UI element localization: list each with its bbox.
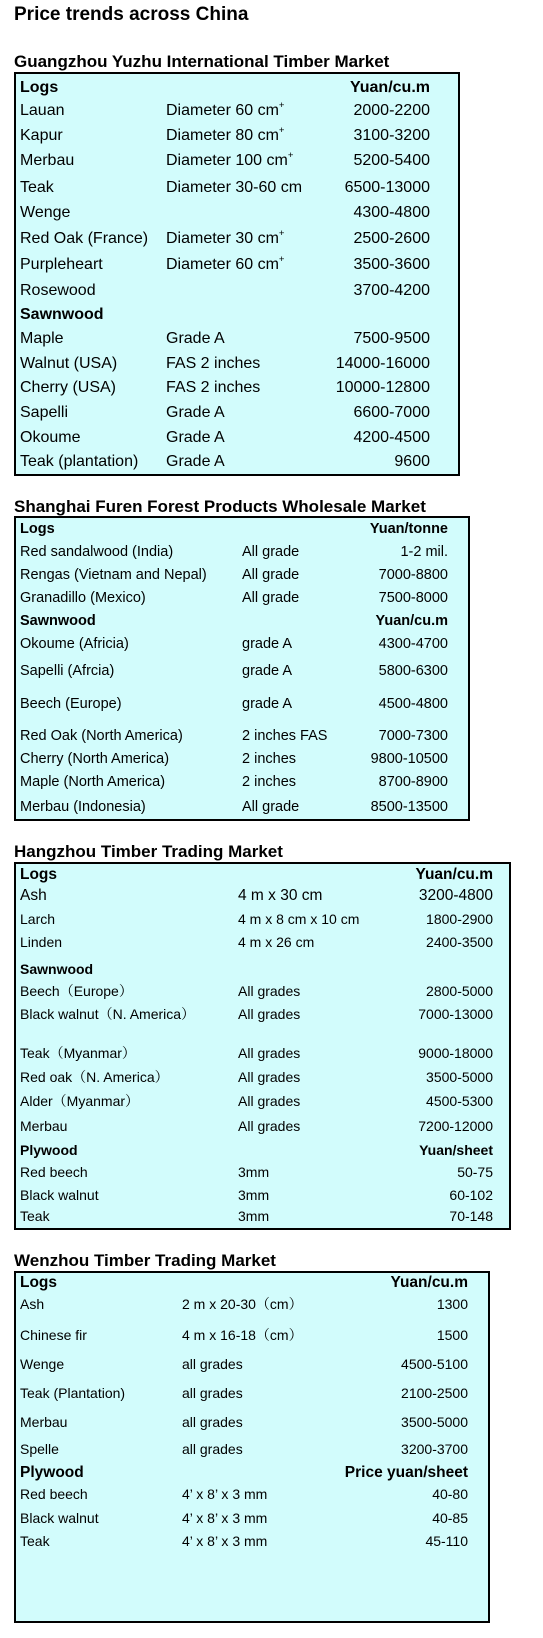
- section-title: Guangzhou Yuzhu International Timber Market: [14, 52, 390, 71]
- price-value: 7500-8000: [378, 590, 448, 606]
- spec-cell: [242, 729, 327, 744]
- spec-cell: [242, 664, 292, 679]
- price-value: 4200-4500: [353, 429, 430, 446]
- spec-cell: [238, 935, 314, 949]
- price-table: [14, 862, 511, 1230]
- category-label: Logs: [20, 521, 55, 537]
- species-name: Merbau: [20, 1414, 68, 1430]
- spec-cell: [238, 1007, 300, 1021]
- species-name: Larch: [20, 911, 56, 927]
- spec-text: All grades: [238, 1069, 301, 1085]
- spec-cell: [166, 430, 225, 446]
- price-value: 6500-13000: [344, 179, 430, 196]
- price-value: 10000-12800: [335, 379, 430, 396]
- species-name: Wenge: [20, 204, 71, 221]
- species-name: Kapur: [20, 127, 63, 144]
- spec-cell: [166, 180, 302, 196]
- species-name: Spelle: [20, 1441, 59, 1457]
- species-name: Rengas (Vietnam and Nepal): [20, 567, 207, 583]
- spec-cell: [182, 1534, 267, 1548]
- spec-text: 2 inches: [242, 774, 297, 790]
- spec-text: 3mm: [238, 1187, 270, 1203]
- category-label: Sawnwood: [20, 613, 96, 629]
- price-value: 3500-5000: [401, 1414, 468, 1430]
- price-value: 1-2 mil.: [400, 544, 448, 560]
- category-label: Plywood: [20, 1142, 78, 1158]
- spec-text: 2 m x 20-30（cm）: [182, 1296, 303, 1312]
- spec-text: 4’ x 8’ x 3 mm: [182, 1486, 268, 1502]
- price-value: 7000-7300: [378, 728, 448, 744]
- price-value: 3500-5000: [426, 1069, 493, 1085]
- spec-cell: [238, 1209, 269, 1223]
- spec-text: 4 m x 30 cm: [238, 887, 323, 904]
- category-label: Plywood: [20, 1464, 84, 1481]
- spec-text: Diameter 60 cm: [166, 256, 279, 273]
- spec-text: All grade: [242, 590, 300, 606]
- spec-text: Diameter 60 cm: [166, 102, 279, 119]
- spec-text: grade A: [242, 696, 292, 712]
- spec-cell: [242, 775, 296, 790]
- price-value: 6600-7000: [353, 404, 430, 421]
- spec-cell: [238, 1165, 269, 1179]
- spec-cell: [166, 100, 285, 119]
- species-name: Red beech: [20, 1486, 88, 1502]
- superscript-mark: +: [278, 254, 285, 265]
- species-name: Teak（Myanmar）: [20, 1045, 136, 1061]
- spec-text: Grade A: [166, 429, 225, 446]
- price-value: 3200-4800: [418, 887, 493, 904]
- species-name: Teak: [20, 1208, 50, 1224]
- spec-text: all grades: [182, 1356, 243, 1372]
- species-name: Black walnut: [20, 1510, 99, 1526]
- price-value: 2500-2600: [353, 230, 430, 247]
- spec-cell: [242, 545, 299, 560]
- species-name: Teak: [20, 1533, 50, 1549]
- species-name: Rosewood: [20, 282, 96, 299]
- species-name: Merbau: [20, 1118, 68, 1134]
- spec-cell: [242, 752, 296, 767]
- section-title: Hangzhou Timber Trading Market: [14, 842, 283, 861]
- spec-text: Diameter 100 cm: [166, 152, 288, 169]
- spec-cell: [182, 1297, 303, 1311]
- spec-cell: [242, 697, 292, 712]
- species-name: Red beech: [20, 1164, 88, 1180]
- species-name: Okoume: [20, 429, 81, 446]
- spec-cell: [242, 591, 299, 606]
- species-name: Merbau: [20, 152, 75, 169]
- spec-cell: [238, 1070, 300, 1084]
- price-value: 3500-3600: [353, 256, 430, 273]
- species-name: Sapelli: [20, 404, 69, 421]
- spec-cell: [182, 1415, 243, 1429]
- spec-cell: [238, 1046, 300, 1060]
- species-name: Cherry (USA): [20, 379, 117, 396]
- spec-cell: [182, 1357, 243, 1371]
- spec-text: Diameter 30-60 cm: [166, 179, 303, 196]
- spec-text: FAS 2 inches: [166, 379, 261, 396]
- price-table: [14, 516, 470, 821]
- price-value: 7000-8800: [378, 567, 448, 583]
- unit-label: Yuan/sheet: [419, 1142, 493, 1158]
- unit-label: Yuan/cu.m: [415, 866, 493, 883]
- spec-cell: [242, 637, 292, 652]
- spec-text: Grade A: [166, 330, 225, 347]
- price-value: 4300-4800: [353, 204, 430, 221]
- spec-text: Diameter 30 cm: [166, 230, 279, 247]
- price-value: 3700-4200: [353, 282, 430, 299]
- spec-cell: [166, 380, 260, 396]
- spec-text: grade A: [242, 663, 292, 679]
- species-name: Ash: [20, 887, 47, 904]
- price-value: 9000-18000: [418, 1045, 493, 1061]
- species-name: Teak: [20, 179, 54, 196]
- price-value: 8500-13500: [370, 799, 448, 815]
- spec-cell: [166, 331, 225, 347]
- species-name: Linden: [20, 934, 63, 950]
- spec-cell: [166, 454, 225, 470]
- section-title: Shanghai Furen Forest Products Wholesale Market: [14, 497, 426, 516]
- spec-text: all grades: [182, 1414, 243, 1430]
- price-value: 2100-2500: [401, 1385, 468, 1401]
- unit-label: Yuan/cu.m: [390, 1274, 468, 1291]
- species-name: Maple (North America): [20, 774, 166, 790]
- price-value: 2400-3500: [426, 934, 493, 950]
- spec-text: 4’ x 8’ x 3 mm: [182, 1533, 268, 1549]
- price-value: 3100-3200: [353, 127, 430, 144]
- price-value: 1300: [436, 1296, 468, 1312]
- spec-text: Diameter 80 cm: [166, 127, 279, 144]
- price-value: 7200-12000: [418, 1118, 493, 1134]
- category-label: Sawnwood: [20, 306, 104, 323]
- superscript-mark: +: [278, 125, 285, 136]
- species-name: Ash: [20, 1296, 45, 1312]
- spec-text: Grade A: [166, 453, 225, 470]
- spec-text: Grade A: [166, 404, 225, 421]
- price-value: 3200-3700: [401, 1441, 468, 1457]
- spec-cell: [182, 1487, 267, 1501]
- price-value: 9800-10500: [370, 751, 448, 767]
- spec-cell: [166, 150, 294, 169]
- price-value: 60-102: [449, 1187, 493, 1203]
- category-label: Logs: [20, 1274, 58, 1291]
- spec-cell: [238, 1094, 300, 1108]
- spec-cell: [238, 912, 359, 926]
- spec-cell: [166, 125, 285, 144]
- spec-text: All grades: [238, 1118, 301, 1134]
- price-value: 4300-4700: [378, 636, 448, 652]
- price-value: 2000-2200: [353, 102, 430, 119]
- price-value: 7000-13000: [418, 1006, 493, 1022]
- price-value: 4500-4800: [378, 696, 448, 712]
- species-name: Sapelli (Afrcia): [20, 663, 115, 679]
- unit-label: Yuan/cu.m: [375, 613, 448, 629]
- species-name: Walnut (USA): [20, 355, 118, 372]
- price-table: [14, 1271, 490, 1623]
- spec-text: All grade: [242, 544, 300, 560]
- species-name: Black walnut（N. America）: [20, 1006, 196, 1022]
- spec-cell: [166, 228, 285, 247]
- species-name: Okoume (Africia): [20, 636, 129, 652]
- spec-cell: [182, 1511, 267, 1525]
- spec-text: All grade: [242, 799, 300, 815]
- category-label: Logs: [20, 866, 58, 883]
- spec-cell: [166, 405, 225, 421]
- category-label: Sawnwood: [20, 961, 94, 977]
- price-value: 9600: [394, 453, 430, 470]
- spec-text: all grades: [182, 1441, 243, 1457]
- category-label: Logs: [20, 79, 59, 96]
- species-name: Maple: [20, 330, 64, 347]
- spec-cell: [182, 1386, 243, 1400]
- species-name: Red Oak (North America): [20, 728, 183, 744]
- spec-cell: [182, 1442, 243, 1456]
- price-value: 4500-5300: [426, 1093, 493, 1109]
- spec-text: FAS 2 inches: [166, 355, 261, 372]
- spec-text: all grades: [182, 1385, 243, 1401]
- species-name: Alder（Myanmar）: [20, 1093, 140, 1109]
- superscript-mark: +: [278, 100, 285, 111]
- species-name: Beech (Europe): [20, 696, 122, 712]
- price-table: [14, 72, 460, 476]
- spec-cell: [238, 984, 300, 998]
- spec-text: 4 m x 26 cm: [238, 934, 315, 950]
- section-title: Wenzhou Timber Trading Market: [14, 1251, 276, 1270]
- price-value: 70-148: [449, 1208, 493, 1224]
- price-value: 5800-6300: [378, 663, 448, 679]
- species-name: Red Oak (France): [20, 230, 149, 247]
- species-name: Merbau (Indonesia): [20, 799, 146, 815]
- spec-text: 2 inches: [242, 751, 297, 767]
- spec-text: 4 m x 8 cm x 10 cm: [238, 911, 360, 927]
- spec-cell: [166, 356, 260, 372]
- price-value: 1800-2900: [426, 911, 493, 927]
- spec-text: 4’ x 8’ x 3 mm: [182, 1510, 268, 1526]
- page-title: Price trends across China: [14, 4, 249, 25]
- spec-cell: [238, 1119, 300, 1133]
- spec-cell: [242, 568, 299, 583]
- species-name: Wenge: [20, 1356, 65, 1372]
- superscript-mark: +: [278, 228, 285, 239]
- species-name: Beech（Europe）: [20, 983, 133, 999]
- spec-text: 3mm: [238, 1164, 270, 1180]
- price-value: 14000-16000: [335, 355, 430, 372]
- spec-text: 4 m x 16-18（cm）: [182, 1327, 303, 1343]
- spec-text: All grades: [238, 1006, 301, 1022]
- price-value: 50-75: [457, 1164, 493, 1180]
- species-name: Teak (plantation): [20, 453, 139, 470]
- unit-label: Price yuan/sheet: [344, 1464, 468, 1481]
- spec-text: All grades: [238, 983, 301, 999]
- species-name: Teak (Plantation): [20, 1385, 126, 1401]
- price-value: 2800-5000: [426, 983, 493, 999]
- unit-label: Yuan/cu.m: [349, 79, 430, 96]
- unit-label: Yuan/tonne: [369, 521, 448, 537]
- species-name: Chinese fir: [20, 1327, 87, 1343]
- spec-text: grade A: [242, 636, 292, 652]
- species-name: Red sandalwood (India): [20, 544, 174, 560]
- price-value: 4500-5100: [401, 1356, 468, 1372]
- spec-cell: [182, 1328, 303, 1342]
- spec-cell: [238, 888, 322, 904]
- species-name: Black walnut: [20, 1187, 99, 1203]
- spec-cell: [166, 254, 285, 273]
- price-value: 7500-9500: [353, 330, 430, 347]
- spec-text: 2 inches FAS: [242, 728, 328, 744]
- species-name: Cherry (North America): [20, 751, 170, 767]
- price-value: 5200-5400: [353, 152, 430, 169]
- superscript-mark: +: [287, 150, 294, 161]
- species-name: Granadillo (Mexico): [20, 590, 146, 606]
- price-value: 8700-8900: [378, 774, 448, 790]
- species-name: Red oak（N. America）: [20, 1069, 169, 1085]
- spec-text: All grades: [238, 1045, 301, 1061]
- spec-text: All grades: [238, 1093, 301, 1109]
- spec-cell: [242, 800, 299, 815]
- species-name: Lauan: [20, 102, 65, 119]
- price-value: 40-85: [432, 1510, 468, 1526]
- price-value: 40-80: [432, 1486, 468, 1502]
- spec-text: 3mm: [238, 1208, 270, 1224]
- price-value: 45-110: [425, 1533, 468, 1549]
- price-value: 1500: [436, 1327, 468, 1343]
- species-name: Purpleheart: [20, 256, 103, 273]
- spec-text: All grade: [242, 567, 300, 583]
- spec-cell: [238, 1188, 269, 1202]
